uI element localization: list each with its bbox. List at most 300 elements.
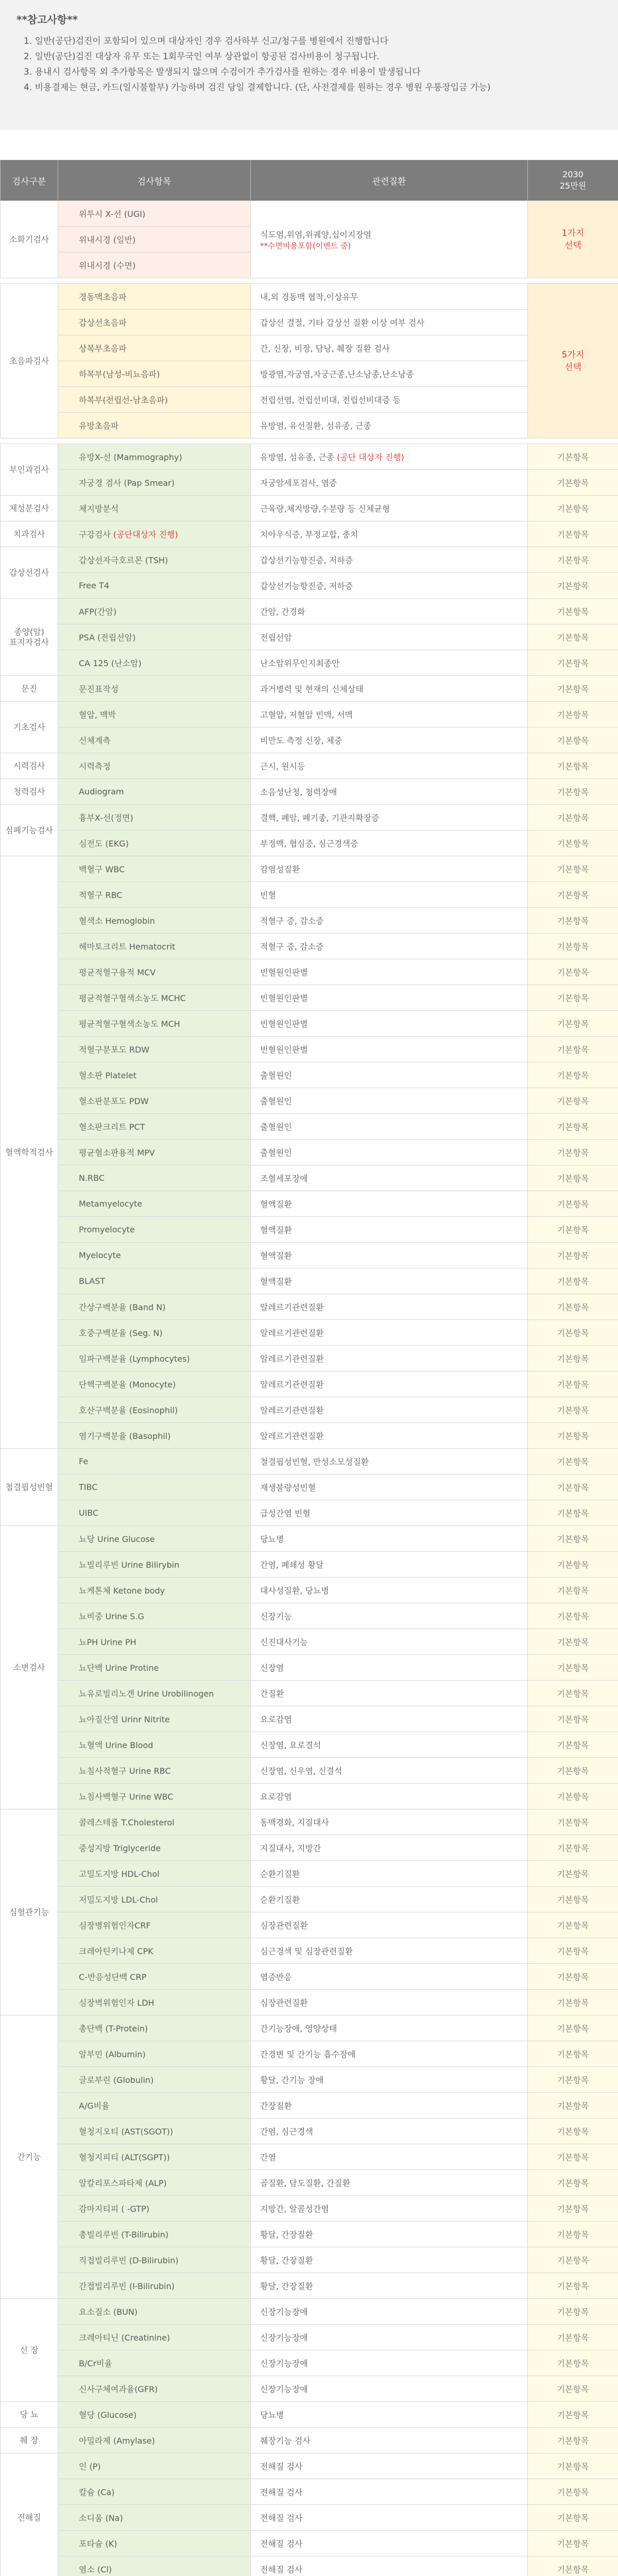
table-row xyxy=(1,1603,618,1629)
related-cell xyxy=(251,2196,528,2222)
item-cell xyxy=(58,1320,251,1346)
category-label: 갑상선검사 xyxy=(9,567,49,578)
package-included-cell: 기본항목 xyxy=(528,753,618,779)
table-row xyxy=(1,2015,618,2041)
item-label: 유방X-선 (Mammography) xyxy=(79,452,182,462)
package-included-cell: 기본항목 xyxy=(528,2247,618,2273)
item-label: Fe xyxy=(79,1456,89,1466)
table-row xyxy=(1,2556,618,2576)
item-cell xyxy=(58,1243,251,1268)
item-cell: 위투시 X-선 (UGI) xyxy=(58,201,251,227)
table-row xyxy=(1,413,618,438)
table-row xyxy=(1,1681,618,1706)
related-cell xyxy=(251,2325,528,2350)
item-label: 뇨침사적혈구 Urine RBC xyxy=(79,1766,171,1776)
related-cell xyxy=(251,1629,528,1655)
related-cell xyxy=(251,1758,528,1784)
related-text: 신장기능장애 xyxy=(260,2333,308,2343)
table-row xyxy=(1,1784,618,1809)
related-text: 신장염, 신우염, 신결석 xyxy=(260,1766,342,1776)
table-row xyxy=(1,1088,618,1114)
item-label: 감마지티피 ( -GTP) xyxy=(79,2204,149,2214)
related-text: 골질환, 담도질환, 간질환 xyxy=(260,2178,350,2188)
related-text: 간염, 심근경색 xyxy=(260,2127,313,2137)
related-text: 난소암위무인지최종안 xyxy=(260,658,340,668)
header-item: 검사항목 xyxy=(58,160,251,201)
table-row xyxy=(1,805,618,831)
item-cell xyxy=(58,1011,251,1037)
item-cell xyxy=(58,1835,251,1861)
item-label: 알칼리포스파타제 (ALP) xyxy=(79,2178,167,2188)
category-label: 시력검사 xyxy=(13,760,45,771)
related-text: 간암, 간경화 xyxy=(260,607,305,617)
category-label: 췌 장 xyxy=(20,2435,39,2445)
item-label: 호중구백분율 (Seg. N) xyxy=(79,1328,163,1338)
related-cell xyxy=(251,856,528,882)
table-row xyxy=(1,1732,618,1758)
related-text: 부정맥, 협심증, 심근경색증 xyxy=(260,839,358,849)
related-cell xyxy=(251,2170,528,2196)
item-cell xyxy=(58,1938,251,1964)
table-row xyxy=(1,831,618,856)
related-cell xyxy=(251,547,528,573)
item-cell xyxy=(58,753,251,779)
related-text: 황달, 간기능 장애 xyxy=(260,2075,324,2085)
related-text: 신장기능장애 xyxy=(260,2384,308,2394)
item-cell xyxy=(58,1706,251,1732)
package-included-cell: 기본항목 xyxy=(528,1062,618,1088)
item-label: 글로부린 (Globulin) xyxy=(79,2075,154,2085)
related-cell xyxy=(251,1552,528,1578)
related-text: 신진대사기능 xyxy=(260,1637,308,1647)
item-cell xyxy=(58,573,251,599)
item-cell xyxy=(58,1165,251,1191)
related-text: 심장관련질환 xyxy=(260,1921,308,1930)
item-label: BLAST xyxy=(79,1276,106,1286)
related-cell xyxy=(251,805,528,831)
table-row xyxy=(1,1475,618,1500)
table-row xyxy=(1,1268,618,1294)
item-cell xyxy=(58,1217,251,1243)
item-label: 아밀라제 (Amylase) xyxy=(79,2436,155,2446)
package-included-cell: 기본항목 xyxy=(528,1603,618,1629)
item-cell xyxy=(58,908,251,934)
category-cell: 초음파검사 xyxy=(1,284,58,438)
package-included-cell: 기본항목 xyxy=(528,1629,618,1655)
table-row xyxy=(1,676,618,702)
related-text: 혈액질환 xyxy=(260,1225,292,1235)
related-cell xyxy=(251,1861,528,1887)
related-text: 지질대사, 지방간 xyxy=(260,1843,321,1853)
related-text: 전해질 검사 xyxy=(260,2539,303,2549)
table-row xyxy=(1,387,618,413)
table-row xyxy=(1,1629,618,1655)
package-included-cell: 기본항목 xyxy=(528,1861,618,1887)
related-cell xyxy=(251,2144,528,2170)
package-included-cell: 기본항목 xyxy=(528,1346,618,1371)
category-cell xyxy=(1,676,58,702)
item-label: 적혈구분포도 RDW xyxy=(79,1045,150,1055)
related-cell xyxy=(251,882,528,908)
item-label: 혈소판 Platelet xyxy=(79,1071,137,1080)
table-row xyxy=(1,2376,618,2402)
item-label: 뇨케톤체 Ketone body xyxy=(79,1586,165,1596)
table-row xyxy=(1,727,618,753)
related-text: 대사성질환, 당뇨병 xyxy=(260,1586,329,1596)
table-row xyxy=(1,934,618,959)
related-cell xyxy=(251,1294,528,1320)
related-cell xyxy=(251,650,528,676)
table-row xyxy=(1,1037,618,1062)
item-cell xyxy=(58,2325,251,2350)
related-cell xyxy=(251,599,528,624)
package-included-cell: 기본항목 xyxy=(528,1809,618,1835)
item-label: 혈당 (Glucose) xyxy=(79,2410,137,2420)
related-cell xyxy=(251,1732,528,1758)
item-cell xyxy=(58,2376,251,2402)
table-row xyxy=(1,2402,618,2428)
item-label: A/G비율 xyxy=(79,2101,110,2111)
package-included-cell: 기본항목 xyxy=(528,1037,618,1062)
item-label: 신체계측 xyxy=(79,736,111,745)
related-text: 심장관련질환 xyxy=(260,1998,308,2008)
table-row xyxy=(1,1552,618,1578)
package-choice-label: 선택 xyxy=(564,240,581,251)
item-label: 심장벽위험인자 LDH xyxy=(79,1998,154,2008)
related-cell xyxy=(251,496,528,521)
header-category: 검사구분 xyxy=(1,160,58,201)
related-text: 황달, 간장질환 xyxy=(260,2281,313,2291)
item-cell xyxy=(58,1500,251,1526)
package-included-cell: 기본항목 xyxy=(528,1217,618,1243)
package-included-cell: 기본항목 xyxy=(528,2479,618,2505)
related-cell xyxy=(251,959,528,985)
item-cell xyxy=(58,470,251,496)
package-included-cell: 기본항목 xyxy=(528,2119,618,2144)
related-cell xyxy=(251,1706,528,1732)
table-row xyxy=(1,2222,618,2247)
related-cell xyxy=(251,908,528,934)
item-label: 혈압, 맥박 xyxy=(79,710,116,720)
related-text: 근육량,체지방량,수분량 등 신체균형 xyxy=(260,504,390,514)
related-cell xyxy=(251,1217,528,1243)
item-cell xyxy=(58,1552,251,1578)
item-cell xyxy=(58,599,251,624)
table-row xyxy=(1,624,618,650)
category-label: 간기능 xyxy=(17,2151,41,2162)
related-text: 당뇨병 xyxy=(260,2410,284,2420)
related-cell xyxy=(251,2299,528,2325)
table-row xyxy=(1,573,618,599)
item-cell xyxy=(58,444,251,470)
item-cell xyxy=(58,1861,251,1887)
related-cell xyxy=(251,2479,528,2505)
item-cell: 유방초음파 xyxy=(58,413,251,438)
related-text: 혈액질환 xyxy=(260,1277,292,1286)
related-cell: 유방염, 유선질환, 섬유종, 근종 xyxy=(251,413,528,438)
item-cell xyxy=(58,2119,251,2144)
package-included-cell: 기본항목 xyxy=(528,727,618,753)
related-cell xyxy=(251,1655,528,1681)
related-text: 알레르기관련질환 xyxy=(260,1302,324,1312)
related-text: 혈액질환 xyxy=(260,1251,292,1261)
related-text: 알레르기관련질환 xyxy=(260,1354,324,1364)
item-label: 크레아티닌 (Creatinine) xyxy=(79,2333,170,2343)
related-text: 근시, 원시등 xyxy=(260,761,305,771)
related-cell xyxy=(251,1114,528,1140)
table-row xyxy=(1,1140,618,1165)
table-row xyxy=(1,496,618,521)
related-text: 출혈원인 xyxy=(260,1148,292,1158)
package-choice-label: 선택 xyxy=(564,362,581,372)
related-cell xyxy=(251,2428,528,2453)
table-row xyxy=(1,2299,618,2325)
related-text: 빈혈원인판별 xyxy=(260,968,308,977)
related-text: 빈혈 xyxy=(260,890,276,900)
related-cell xyxy=(251,1449,528,1475)
related-cell xyxy=(251,985,528,1011)
package-included-cell: 기본항목 xyxy=(528,2505,618,2531)
item-cell xyxy=(58,959,251,985)
related-text: 황달, 간장질환 xyxy=(260,2256,313,2265)
item-label: 평균혈소판용적 MPV xyxy=(79,1148,155,1158)
package-included-cell: 기본항목 xyxy=(528,1578,618,1603)
package-included-cell: 기본항목 xyxy=(528,1191,618,1217)
item-label: N.RBC xyxy=(79,1173,105,1183)
item-label: 체지방분석 xyxy=(79,504,119,514)
related-text: 간장질환 xyxy=(260,2101,292,2111)
package-included-cell: 기본항목 xyxy=(528,1268,618,1294)
item-label: C-반응성단백 CRP xyxy=(79,1972,147,1982)
package-included-cell: 기본항목 xyxy=(528,496,618,521)
category-cell xyxy=(1,2453,58,2576)
related-text: 심근경색 및 심장관련질환 xyxy=(260,1946,353,1956)
item-label: 총빌리루빈 (T-Bilirubin) xyxy=(79,2230,169,2240)
category-cell xyxy=(1,779,58,805)
item-label: 직접빌리루빈 (D-Bilirubin) xyxy=(79,2256,179,2265)
item-label: 뇨PH Urine PH xyxy=(79,1637,136,1647)
table-row xyxy=(1,2531,618,2556)
package-included-cell: 기본항목 xyxy=(528,1912,618,1938)
category-cell xyxy=(1,521,58,547)
category-label: 전해질 xyxy=(17,2512,41,2522)
item-label: TIBC xyxy=(79,1482,98,1492)
related-cell xyxy=(251,1088,528,1114)
related-cell xyxy=(251,1140,528,1165)
category-label: 문진 xyxy=(21,683,37,693)
item-cell xyxy=(58,1062,251,1088)
related-cell: 전립선염, 전립선비대, 전립선비대증 등 xyxy=(251,387,528,413)
table-row xyxy=(1,2196,618,2222)
related-cell xyxy=(251,1371,528,1397)
related-cell xyxy=(251,702,528,727)
item-cell xyxy=(58,1037,251,1062)
table-row xyxy=(1,2247,618,2273)
related-cell xyxy=(251,1346,528,1371)
item-cell: 하복부(남성-비뇨음파) xyxy=(58,361,251,387)
related-cell xyxy=(251,1603,528,1629)
related-cell xyxy=(251,1526,528,1552)
item-cell xyxy=(58,1758,251,1784)
item-label: Free T4 xyxy=(79,581,109,590)
package-choice-count: 5가지 xyxy=(561,349,585,360)
package-included-cell: 기본항목 xyxy=(528,1140,618,1165)
table-row xyxy=(1,2479,618,2505)
item-label: 심전도 (EKG) xyxy=(79,839,129,849)
table-row xyxy=(1,1346,618,1371)
item-label: 갑상선자극호르몬 (TSH) xyxy=(79,555,168,565)
related-cell xyxy=(251,2093,528,2119)
related-cell xyxy=(251,470,528,496)
table-row xyxy=(1,2325,618,2350)
package-choice-cell xyxy=(528,201,618,278)
related-text: 적혈구 증, 감소증 xyxy=(260,916,324,926)
item-label: 알부민 (Albumin) xyxy=(79,2049,146,2059)
package-included-cell: 기본항목 xyxy=(528,2531,618,2556)
package-included-cell: 기본항목 xyxy=(528,1655,618,1681)
related-cell: 갑상선 결절, 기타 갑상선 질환 이상 여부 검사 xyxy=(251,310,528,335)
related-cell xyxy=(251,1243,528,1268)
item-label: 염소 (Cl) xyxy=(79,2565,112,2574)
item-label: 평균적혈구용적 MCV xyxy=(79,968,156,977)
related-cell xyxy=(251,1912,528,1938)
table-row xyxy=(1,2093,618,2119)
item-cell xyxy=(58,2299,251,2325)
spacer-cell xyxy=(1,278,618,284)
related-text: 신장기능장애 xyxy=(260,2307,308,2317)
item-cell xyxy=(58,1475,251,1500)
package-included-cell: 기본항목 xyxy=(528,1964,618,1990)
table-row xyxy=(1,1011,618,1037)
item-cell xyxy=(58,2015,251,2041)
header-package xyxy=(528,160,618,201)
item-cell xyxy=(58,2273,251,2299)
item-cell xyxy=(58,1784,251,1809)
item-label: 뇨아질산염 Urinr Nitrite xyxy=(79,1715,170,1724)
related-cell xyxy=(251,1835,528,1861)
related-text: 과거병력 및 현재의 신체상태 xyxy=(260,684,364,694)
table-row xyxy=(1,753,618,779)
item-label: 신사구체여과율(GFR) xyxy=(79,2384,158,2394)
item-label: 백혈구 WBC xyxy=(79,865,125,874)
table-row xyxy=(1,1887,618,1912)
related-text: 신장염, 요로결석 xyxy=(260,1740,321,1750)
table-row xyxy=(1,521,618,547)
package-included-cell: 기본항목 xyxy=(528,1732,618,1758)
related-text: 출혈원인 xyxy=(260,1096,292,1106)
package-included-cell: 기본항목 xyxy=(528,1320,618,1346)
related-cell xyxy=(251,521,528,547)
item-cell xyxy=(58,624,251,650)
item-label: 심장병위험인자CRF xyxy=(79,1921,151,1930)
table-row xyxy=(1,335,618,361)
table-row xyxy=(1,1320,618,1346)
related-cell xyxy=(251,2453,528,2479)
package-included-cell: 기본항목 xyxy=(528,2170,618,2196)
table-row xyxy=(1,1526,618,1552)
item-cell xyxy=(58,676,251,702)
item-label: 간상구백분율 (Band N) xyxy=(79,1302,166,1312)
item-label: UIBC xyxy=(79,1508,99,1518)
item-cell xyxy=(58,2093,251,2119)
table-row xyxy=(1,2273,618,2299)
related-text: 동맥경화, 지질대사 xyxy=(260,1818,329,1827)
related-cell xyxy=(251,1268,528,1294)
related-note: **수면비용포함(이벤트 중) xyxy=(260,241,351,250)
category-label: 종양(암) xyxy=(14,626,44,637)
related-text: 신장염 xyxy=(260,1663,284,1673)
item-label: 뇨빌리루빈 Urine Bilirybin xyxy=(79,1560,180,1570)
table-row xyxy=(1,1578,618,1603)
package-included-cell: 기본항목 xyxy=(528,934,618,959)
package-included-cell: 기본항목 xyxy=(528,805,618,831)
table-row xyxy=(1,908,618,934)
related-text: 신장기능장애 xyxy=(260,2359,308,2368)
table-row xyxy=(1,1964,618,1990)
related-text: 순환기질환 xyxy=(260,1895,300,1905)
related-text: 출혈원인 xyxy=(260,1071,292,1080)
category-label: 청력검사 xyxy=(13,786,45,796)
related-cell xyxy=(251,1500,528,1526)
category-cell xyxy=(1,1449,58,1526)
item-cell: 상복부초음파 xyxy=(58,335,251,361)
item-cell xyxy=(58,2531,251,2556)
category-cell xyxy=(1,444,58,496)
item-label: 자궁경 검사 (Pap Smear) xyxy=(79,478,175,488)
spacer-cell xyxy=(1,438,618,444)
item-label: 혈소판분포도 PDW xyxy=(79,1096,149,1106)
item-cell xyxy=(58,2402,251,2428)
category-cell xyxy=(1,496,58,521)
item-label: 요소질소 (BUN) xyxy=(79,2307,138,2317)
item-cell xyxy=(58,882,251,908)
table-row xyxy=(1,1835,618,1861)
item-cell xyxy=(58,2556,251,2576)
related-text: 갑상선기능항진증, 저하증 xyxy=(260,581,353,591)
item-cell xyxy=(58,1809,251,1835)
related-text: 전해질 검사 xyxy=(260,2462,303,2471)
package-included-cell: 기본항목 xyxy=(528,779,618,805)
related-cell xyxy=(251,2067,528,2093)
related-cell xyxy=(251,676,528,702)
item-label: 뇨유로빌리노겐 Urine Urobilinogen xyxy=(79,1689,214,1699)
related-text: 재생불량성빈혈 xyxy=(260,1483,316,1493)
header-package-line1: 2030 xyxy=(562,170,583,179)
related-cell xyxy=(251,1165,528,1191)
item-label: Audiogram xyxy=(79,787,124,796)
related-cell: 방광염,자궁염,자궁근종,난소낭종,난소낭종 xyxy=(251,361,528,387)
table-row xyxy=(1,1449,618,1475)
item-cell xyxy=(58,1912,251,1938)
package-included-cell: 기본항목 xyxy=(528,1114,618,1140)
related-cell xyxy=(251,1191,528,1217)
table-row xyxy=(1,444,618,470)
table-row xyxy=(1,1165,618,1191)
related-text: 간경변 및 간기능 흡수장애 xyxy=(260,2049,356,2059)
item-label: 평균적혈구혈색소농도 MCHC xyxy=(79,993,186,1003)
related-text: 빈혈원인판별 xyxy=(260,1045,308,1055)
item-label: 염기구백분율 (Basophil) xyxy=(79,1431,171,1441)
related-text: 급성간염 빈혈 xyxy=(260,1509,311,1518)
package-included-cell: 기본항목 xyxy=(528,676,618,702)
category-cell xyxy=(1,753,58,779)
table-row xyxy=(1,2144,618,2170)
package-included-cell: 기본항목 xyxy=(528,2453,618,2479)
table-row xyxy=(1,2350,618,2376)
package-included-cell: 기본항목 xyxy=(528,1165,618,1191)
related-text: 췌장기능 검사 xyxy=(260,2436,311,2446)
item-label: PSA (전립선암) xyxy=(79,633,136,642)
